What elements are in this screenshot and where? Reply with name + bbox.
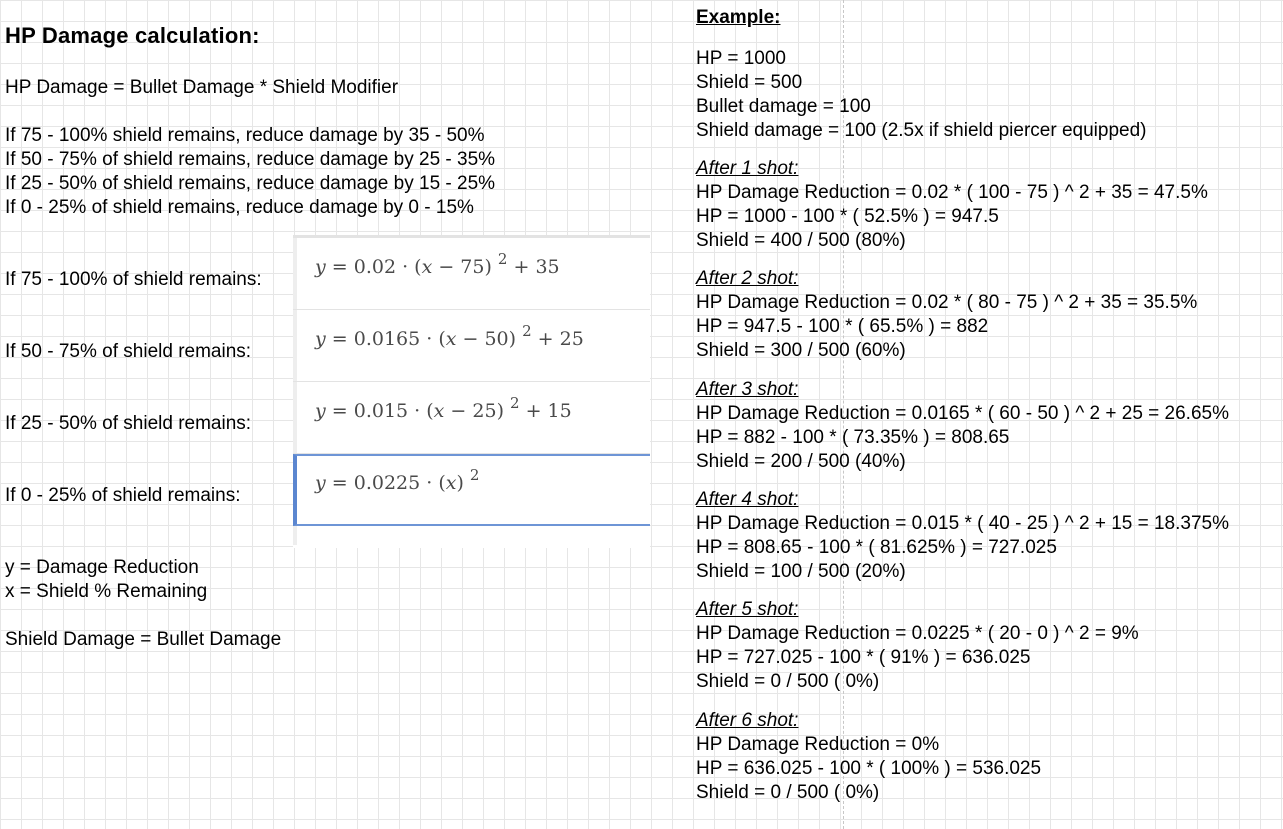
rule-line-3: If 25 - 50% of shield remains, reduce damage by 15 - 25%	[5, 173, 496, 194]
shot-3-heading: After 3 shot:	[696, 379, 799, 400]
shot-2-heading: After 2 shot:	[696, 268, 799, 289]
legend-x: x = Shield % Remaining	[5, 581, 208, 602]
shot-4-shield: Shield = 100 / 500 (20%)	[696, 561, 906, 582]
shot-1-hp: HP = 1000 - 100 * ( 52.5% ) = 947.5	[696, 206, 999, 227]
rule-line-4: If 0 - 25% of shield remains, reduce damage by 0 - 15%	[5, 197, 474, 218]
case-label-1: If 75 - 100% of shield remains:	[5, 269, 262, 290]
formula-row-3[interactable]	[293, 382, 650, 454]
legend-y: y = Damage Reduction	[5, 557, 199, 578]
case-label-2: If 50 - 75% of shield remains:	[5, 341, 252, 362]
shot-5-heading: After 5 shot:	[696, 599, 799, 620]
shot-4-heading: After 4 shot:	[696, 489, 799, 510]
shot-3-hp: HP = 882 - 100 * ( 73.35% ) = 808.65	[696, 427, 1010, 448]
shot-4-hp: HP = 808.65 - 100 * ( 81.625% ) = 727.025	[696, 537, 1057, 558]
shot-5-reduction: HP Damage Reduction = 0.0225 * ( 20 - 0 ) ^ 2 = 9%	[696, 623, 1139, 644]
shot-4-reduction: HP Damage Reduction = 0.015 * ( 40 - 25 ) ^ 2 + 15 = 18.375%	[696, 513, 1229, 534]
case-label-3: If 25 - 50% of shield remains:	[5, 413, 252, 434]
shot-2-shield: Shield = 300 / 500 (60%)	[696, 340, 906, 361]
formula-1: y = 0.02 · (x − 75) $^2$ + 35	[315, 250, 560, 278]
formula-row-4-selected[interactable]	[293, 454, 650, 526]
shot-5-shield: Shield = 0 / 500 ( 0%)	[696, 671, 880, 692]
rule-line-2: If 50 - 75% of shield remains, reduce damage by 25 - 35%	[5, 149, 496, 170]
formula-row-2[interactable]	[293, 310, 650, 382]
formula-2: y = 0.0165 · (x − 50) $^2$ + 25	[315, 322, 584, 350]
shot-2-hp: HP = 947.5 - 100 * ( 65.5% ) = 882	[696, 316, 989, 337]
shot-3-reduction: HP Damage Reduction = 0.0165 * ( 60 - 50 ) ^ 2 + 25 = 26.65%	[696, 403, 1229, 424]
setup-shield: Shield = 500	[696, 72, 803, 93]
hp-damage-formula-text: HP Damage = Bullet Damage * Shield Modifier	[5, 77, 399, 98]
shot-3-shield: Shield = 200 / 500 (40%)	[696, 451, 906, 472]
page-title: HP Damage calculation:	[5, 23, 260, 48]
setup-shield-damage: Shield damage = 100 (2.5x if shield piercer equipped)	[696, 120, 1147, 141]
shot-6-shield: Shield = 0 / 500 ( 0%)	[696, 782, 880, 803]
case-label-4: If 0 - 25% of shield remains:	[5, 485, 241, 506]
shot-5-hp: HP = 727.025 - 100 * ( 91% ) = 636.025	[696, 647, 1031, 668]
rule-line-1: If 75 - 100% shield remains, reduce damage by 35 - 50%	[5, 125, 485, 146]
shot-1-reduction: HP Damage Reduction = 0.02 * ( 100 - 75 ) ^ 2 + 35 = 47.5%	[696, 182, 1208, 203]
shot-1-shield: Shield = 400 / 500 (80%)	[696, 230, 906, 251]
setup-hp: HP = 1000	[696, 48, 786, 69]
shot-6-heading: After 6 shot:	[696, 710, 799, 731]
shield-damage-text: Shield Damage = Bullet Damage	[5, 629, 282, 650]
shot-1-heading: After 1 shot:	[696, 158, 799, 179]
formula-4: y = 0.0225 · (x) $^2$	[315, 466, 480, 494]
shot-6-hp: HP = 636.025 - 100 * ( 100% ) = 536.025	[696, 758, 1042, 779]
formula-3: y = 0.015 · (x − 25) $^2$ + 15	[315, 394, 572, 422]
example-heading: Example:	[696, 7, 781, 28]
setup-bullet-damage: Bullet damage = 100	[696, 96, 871, 117]
shot-6-reduction: HP Damage Reduction = 0%	[696, 734, 940, 755]
shot-2-reduction: HP Damage Reduction = 0.02 * ( 80 - 75 ) ^ 2 + 35 = 35.5%	[696, 292, 1198, 313]
formula-image-panel	[293, 235, 650, 548]
formula-row-1[interactable]	[293, 238, 650, 310]
